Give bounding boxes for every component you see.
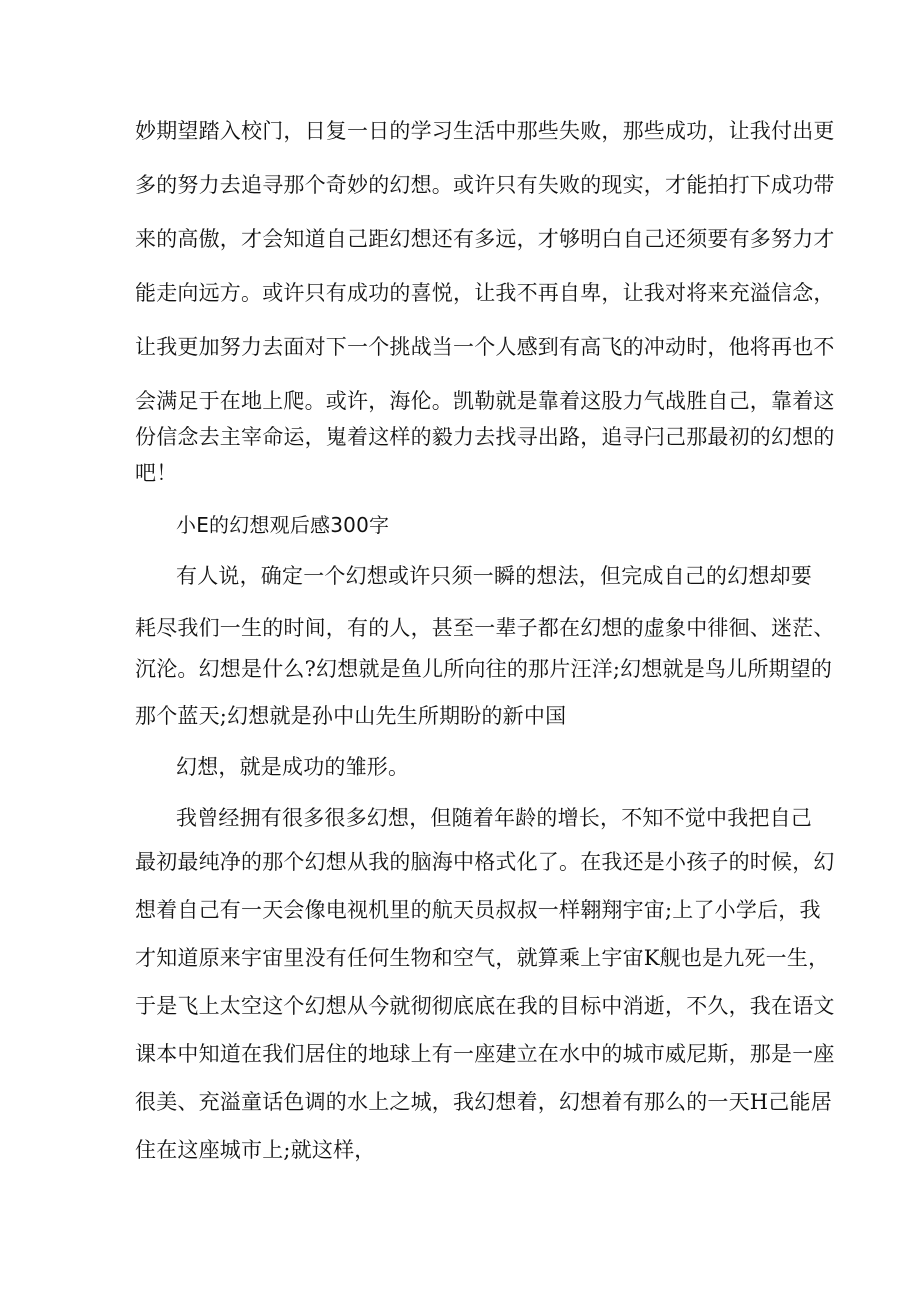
paragraph-line: 吧！: [135, 461, 178, 485]
paragraph-line: 沉沦。幻想是什么?幻想就是鱼儿所向往的那片汪洋;幻想就是鸟儿所期望的: [135, 657, 833, 681]
paragraph-line: 来的高傲，才会知道自己距幻想还有多远，才够明白自己还须要有多努力才: [135, 227, 835, 251]
paragraph-line: 耗尽我们一生的时间，有的人，甚至一辈子都在幻想的虚象中徘徊、迷茫、: [135, 616, 835, 640]
paragraph-line: 份信念去主宰命运，嵬着这样的毅力去找寻出路，追寻闩己那最初的幻想的: [135, 425, 835, 449]
paragraph-line: 我曾经拥有很多很多幻想，但随着年龄的增长，不知不觉中我把自己: [176, 806, 812, 830]
paragraph-line: 才知道原来宇宙里没有任何生物和空气，就算乘上宇宙K舰也是九死一生，: [135, 946, 830, 970]
paragraph-line: 能走向远方。或许只有成功的喜悦，让我不再自卑，让我对将来充溢信念，: [135, 281, 835, 305]
paragraph-line: 于是飞上太空这个幻想从今就彻彻底底在我的目标中消逝，不久，我在语文: [135, 994, 835, 1018]
paragraph-line: 幻想，就是成功的雏形。: [176, 755, 410, 779]
section-heading: 小E的幻想观后感300字: [176, 513, 390, 537]
paragraph-line: 想着自己有一天会像电视机里的航天员叔叔一样翱翔宇宙;上了小学后，我: [135, 898, 821, 922]
paragraph-line: 妙期望踏入校门，日复一日的学习生活中那些失败，那些成功，让我付出更: [135, 119, 835, 143]
paragraph-line: 住在这座城市上;就这样，: [135, 1138, 376, 1162]
paragraph-line: 有人说，确定一个幻想或许只须一瞬的想法，但完成自己的幻想却要: [176, 564, 812, 588]
paragraph-line: 最初最纯净的那个幻想从我的脑海中格式化了。在我还是小孩子的时候，幻: [135, 850, 835, 874]
paragraph-line: 让我更加努力去面对下一个挑战当一个人感到有高飞的冲动时，他将再也不: [135, 335, 835, 359]
paragraph-line: 课本中知道在我们居住的地球上有一座建立在水中的城市威尼斯，那是一座: [135, 1042, 835, 1066]
paragraph-line: 会满足于在地上爬。或许，海伦。凯勒就是靠着这股力气战胜自己，靠着这: [135, 389, 835, 413]
paragraph-line: 多的努力去追寻那个奇妙的幻想。或许只有失败的现实，才能拍打下成功带: [135, 173, 835, 197]
paragraph-line: 很美、充溢童话色调的水上之城，我幻想着，幻想着有那么的一天H己能居: [135, 1090, 832, 1114]
paragraph-line: 那个蓝天;幻想就是孙中山先生所期盼的新中国: [135, 704, 567, 728]
